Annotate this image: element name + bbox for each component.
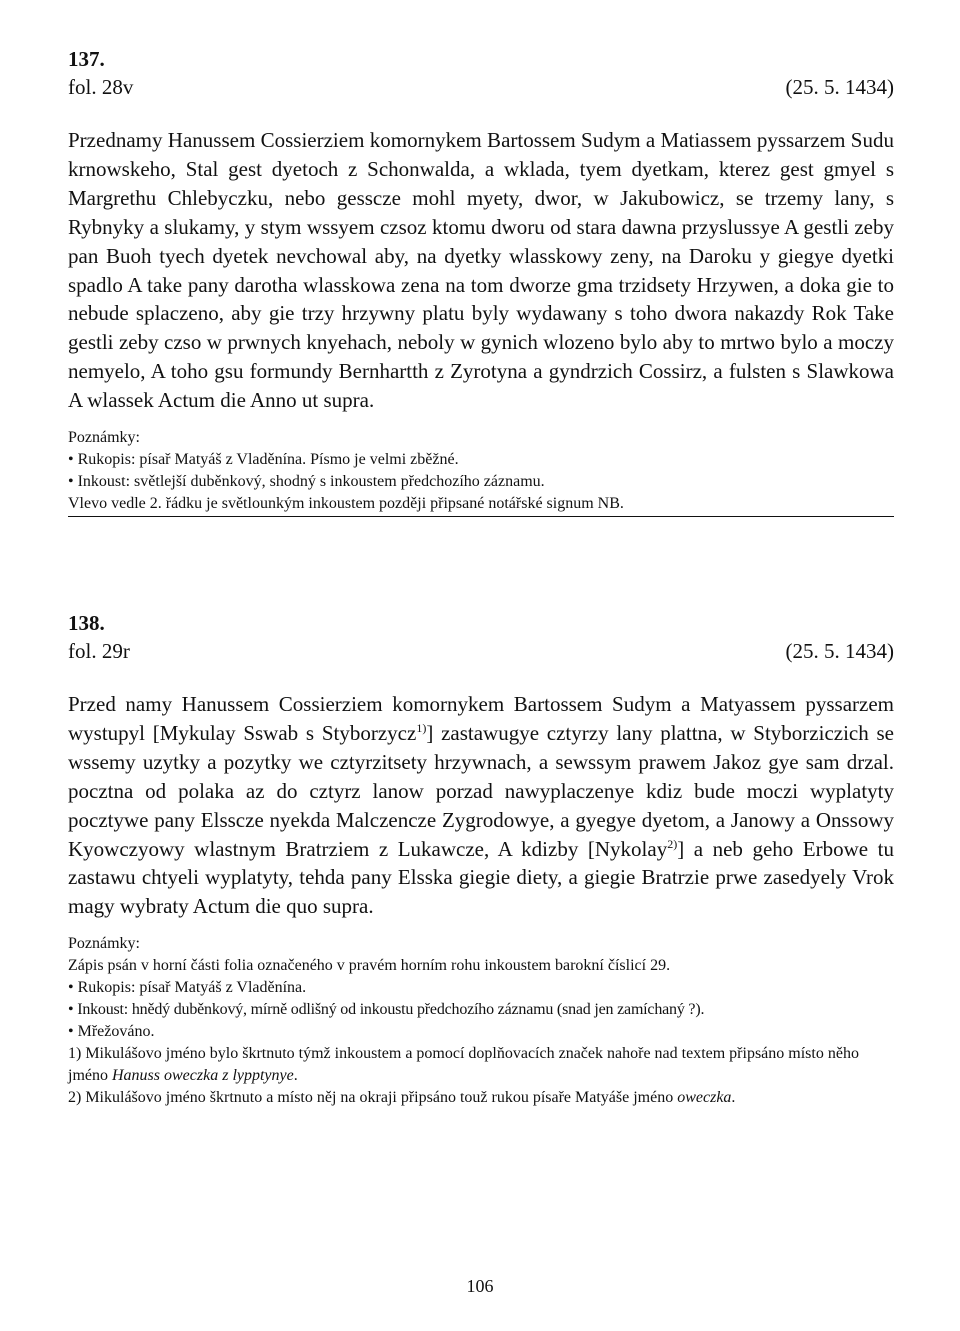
footnote-2 [68, 1087, 894, 1109]
entry-number: 137. [68, 47, 105, 71]
folio-label: fol. 29r [68, 639, 130, 663]
entry-text-part: ] a neb geho Erbowe tu zastawu chtyeli wyplatyty, tehda pany Elsska giegie diety, a giegie Bratrzie prwe zasedyely Vrok magy wybraty Actum die quo supra. [68, 836, 894, 919]
note-intro: Zápis psán v horní části folia označeného v pravém horním rohu inkoustem barokní číslicí 29. [68, 957, 671, 975]
folio-line [68, 636, 894, 666]
footnote-marker: 2) [667, 836, 678, 851]
entry-137 [68, 46, 894, 517]
entry-number: 138. [68, 611, 105, 635]
footnote-marker: 1) [416, 720, 427, 735]
note-item: • Rukopis: písař Matyáš z Vladěnína. Písmo je velmi zběžné. [68, 451, 459, 469]
note-item: • Rukopis: písař Matyáš z Vladěnína. [68, 979, 307, 997]
footnote-italic: oweczka [677, 1089, 732, 1107]
section-divider [68, 516, 894, 517]
entry-date: (25. 5. 1434) [785, 75, 894, 99]
entry-138 [68, 610, 894, 1109]
folio-label: fol. 28v [68, 75, 134, 99]
note-item: • Mřežováno. [68, 1023, 155, 1041]
footnote-period: . [293, 1067, 298, 1085]
entry-text [68, 690, 894, 921]
note-item: • Inkoust: hnědý duběnkový, mírně odlišný od inkoustu předchozího záznamu (snad jen zamíchaný ?). [68, 1001, 705, 1019]
footnote-1 [68, 1043, 894, 1087]
footnote-italic: Hanuss oweczka z lypptynye [112, 1067, 294, 1085]
footnote-period: . [731, 1089, 736, 1107]
entry-text: Przednamy Hanussem Cossierziem komornykem Bartossem Sudym a Matiassem pyssarzem Sudu krnowskeho, Stal gest dyetoch z Schonwalda, a wklada, tyem dyetkam, kterez gest gmyel s Margrethu Chlebyczku, nebo gesscze mohl myety, dwor, w Jakubowicz, se trzemy lany, s Rybnyky a slukamy, y stym wssyem czsoz ktomu dworu od stara dawna przyslussye A gestli zeby pan Buoh tyech dyetek nevchowal aby, na dyetky wlasskowy zeny, na Daroku y giegye dyetki spadlo A take pany darotha wlasskowa zena na tom dworze gma trzidsety Hrzywen, a doka gie to nebude splaczeno, aby gie trzy hrzywny platu byly wydawany s toho dwora nakazdy Rok Take gestli zeby czso w prwnych knyehach, neboly w gynich wlozeno bylo aby to mrtwo bylo a moczy nemyelo, A toho gsu formundy Bernhartth z Zyrotyna a gyndrzich Cossirz, a fulsten s Slawkowa A wlassek Actum die Anno ut supra. [68, 128, 894, 413]
footnote-text: 1) Mikulášovo jméno bylo škrtnuto týmž inkoustem a pomocí doplňovacích značek nahoře nad textem připsáno místo něho jméno [68, 1045, 859, 1085]
note-item: Vlevo vedle 2. řádku je světlounkým inkoustem později připsané notářské signum NB. [68, 495, 624, 513]
notes-heading: Poznámky: [68, 429, 140, 447]
entry-date: (25. 5. 1434) [785, 639, 894, 663]
entry-text-part: ] zastawugye cztyrzy lany plattna, w Styborziczich se wssemy uzytky a pozytky we cztyrzitsety hrzywnach, a sewssym prawem Jakoz gye sam drzal. pocztna od polaka az do cztyrz lanow porzad nawyplaczenye kdiz bude moczi wyplatyty pocztywe pany Elsscze nyekda Malczencze Zygrodowye, a gyegye dyetom, a Janowy a Onssowy Kyowczyowy wlastnym Bratrziem z Lukawcze, A kdizby [Nykolay [68, 720, 894, 861]
notes-heading: Poznámky: [68, 935, 140, 953]
note-item: • Inkoust: světlejší duběnkový, shodný s inkoustem předchozího záznamu. [68, 473, 545, 491]
footnote-text: 2) Mikulášovo jméno škrtnuto a místo něj na okraji připsáno touž rukou písaře Matyáše jméno [68, 1089, 678, 1107]
page-number: 106 [466, 1276, 494, 1296]
folio-line [68, 72, 894, 102]
entry-text-part: Przed namy Hanussem Cossierziem komornykem Bartossem Sudym a Matyassem pyssarzem wystupyl [Mykulay Sswab s Styborzycz [68, 692, 894, 745]
